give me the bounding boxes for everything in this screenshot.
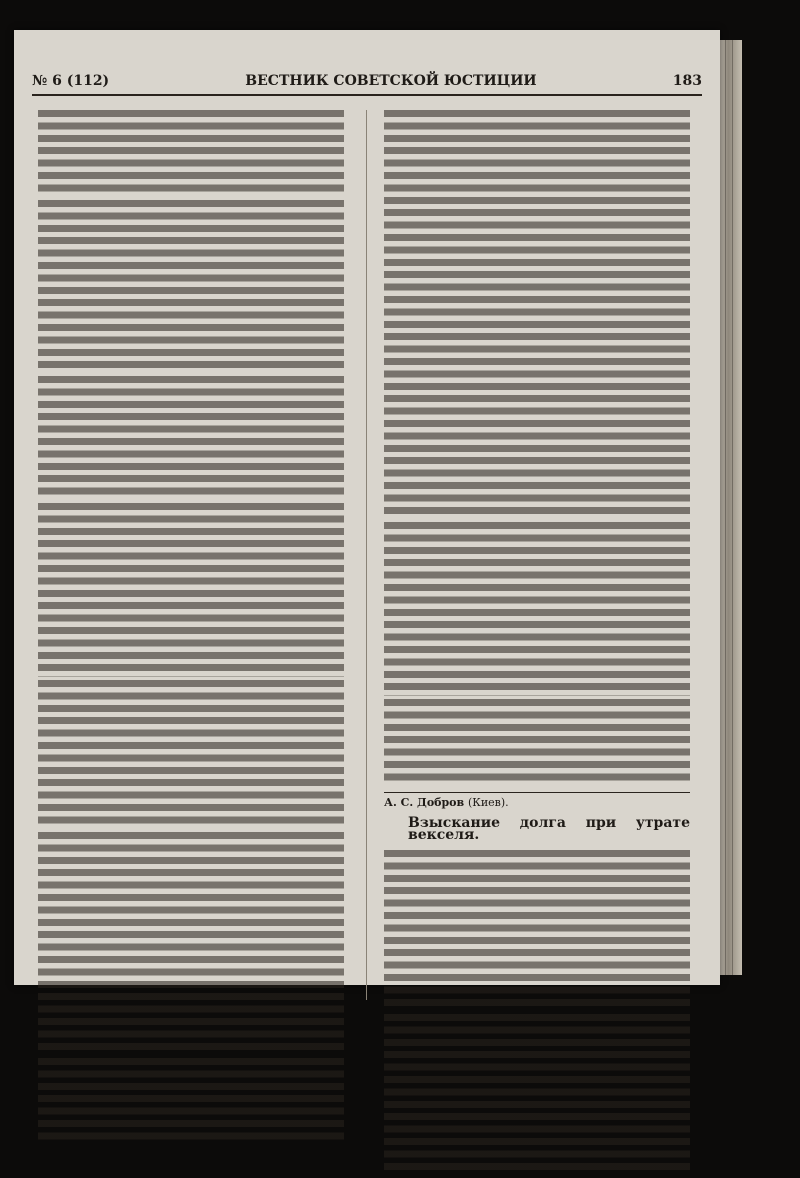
- body-paragraph: [384, 522, 690, 696]
- journal-title: ВЕСТНИК СОВЕТСКОЙ ЮСТИЦИИ: [245, 73, 537, 89]
- body-paragraph: [384, 699, 690, 786]
- right-column: [384, 110, 690, 1178]
- journal-page: [14, 30, 720, 985]
- body-paragraph: [38, 200, 344, 374]
- body-paragraph: [38, 376, 344, 500]
- article-title: Взыскание долга при утрате векселя.: [408, 814, 690, 844]
- body-paragraph: [38, 680, 344, 829]
- running-header: [32, 68, 702, 96]
- page-number: 183: [672, 73, 702, 89]
- byline: [384, 797, 690, 809]
- article-separator: [384, 792, 690, 793]
- body-paragraph: [38, 1058, 344, 1145]
- issue-number: № 6 (112): [32, 73, 110, 89]
- body-paragraph: [384, 1014, 690, 1175]
- column-divider: [366, 110, 367, 1000]
- body-paragraph: [38, 110, 344, 197]
- byline-city: (Киев).: [468, 795, 509, 809]
- body-paragraph: [384, 110, 690, 519]
- body-paragraph: [38, 503, 344, 677]
- byline-author: А. С. Добров: [384, 795, 465, 809]
- body-paragraph: [38, 832, 344, 1055]
- body-paragraph: [384, 850, 690, 1011]
- left-column: [38, 110, 344, 1148]
